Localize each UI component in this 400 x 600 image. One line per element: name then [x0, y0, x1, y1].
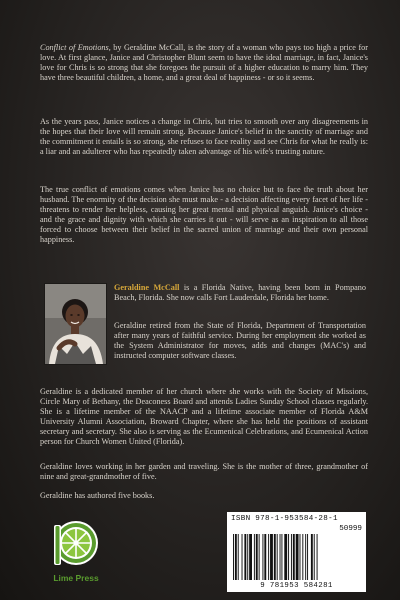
synopsis-paragraph-3: The true conflict of emotions comes when Janice has no choice but to face the truth about her husband. The enormity of the decision she must make - a decision affecting every facet of her life - threatens to render her helpless, causing her great mental and physical anguish. Janice's choice - and the grace and dignity with which she carries it out - will serve as an inspiration to all those forced to choose between their belief in the sacred union of marriage and their own personal happiness. [40, 185, 368, 245]
barcode-digits: 9 781953 584281 [260, 582, 333, 590]
author-portrait-image [45, 284, 106, 364]
bio-paragraph-5: Geraldine has authored five books. [40, 491, 155, 500]
publisher-logo [40, 515, 112, 587]
isbn-barcode [227, 512, 366, 592]
synopsis-paragraph-2: As the years pass, Janice notices a change in Chris, but tries to smooth over any disagreements in the hopes that their love will remain strong. Because Janice's belief in the sanctity of marriage and the commitment it entails is so strong, she refuses to face reality and see Chris for what he really is: a liar and an adulterer who has repeatedly taken advantage of his wife's trusting nature. [40, 117, 368, 157]
bio-paragraph-4: Geraldine loves working in her garden and traveling. She is the mother of three, grandmother of nine and great-grandmother of five. [40, 462, 368, 482]
price-code: 50999 [339, 525, 362, 533]
barcode-bars [233, 534, 360, 580]
bio-paragraph-2: Geraldine retired from the State of Florida, Department of Transportation after many years of faithful service. During her employment she worked as the System Administrator for moves, adds and changes (MAC's) and instructed computer software classes. [114, 321, 366, 361]
publisher-name: Lime Press [53, 573, 99, 583]
author-photo [44, 283, 107, 365]
author-name: Geraldine McCall [114, 283, 180, 292]
synopsis-paragraph-1: Conflict of Emotions, by Geraldine McCall, is the story of a woman who pays too high a price for love. At first glance, Janice and Christopher Blunt seem to have the ideal marriage, in fact, Janice's love for Chris is so strong that she foregoes the pursuit of a higher education to marry him. They have three beautiful children, a home, and a great deal of happiness - or so it seems. [40, 43, 368, 83]
isbn-label: ISBN 978-1-953584-28-1 [231, 515, 338, 523]
bio-paragraph-1: Geraldine McCall is a Florida Native, having been born in Pompano Beach, Florida. She now calls Fort Lauderdale, Florida her home. [114, 283, 366, 303]
book-title: Conflict of Emotions [40, 43, 109, 52]
bio-paragraph-3: Geraldine is a dedicated member of her church where she works with the Society of Missions, Circle Mary of Bethany, the Deaconess Board and attends Ladies Sunday School classes regularly. She is a lifetime member of the NAACP and a lifetime associate member of Florida A&M University Alumni Association, Broward Chapter, where she has held the positions of assistant secretary and secretary. She also is serving as the Ecumenical Celebrations, and Ecumenical Action person for Church Women United (Florida). [40, 387, 368, 447]
lime-slice-icon [40, 515, 112, 573]
